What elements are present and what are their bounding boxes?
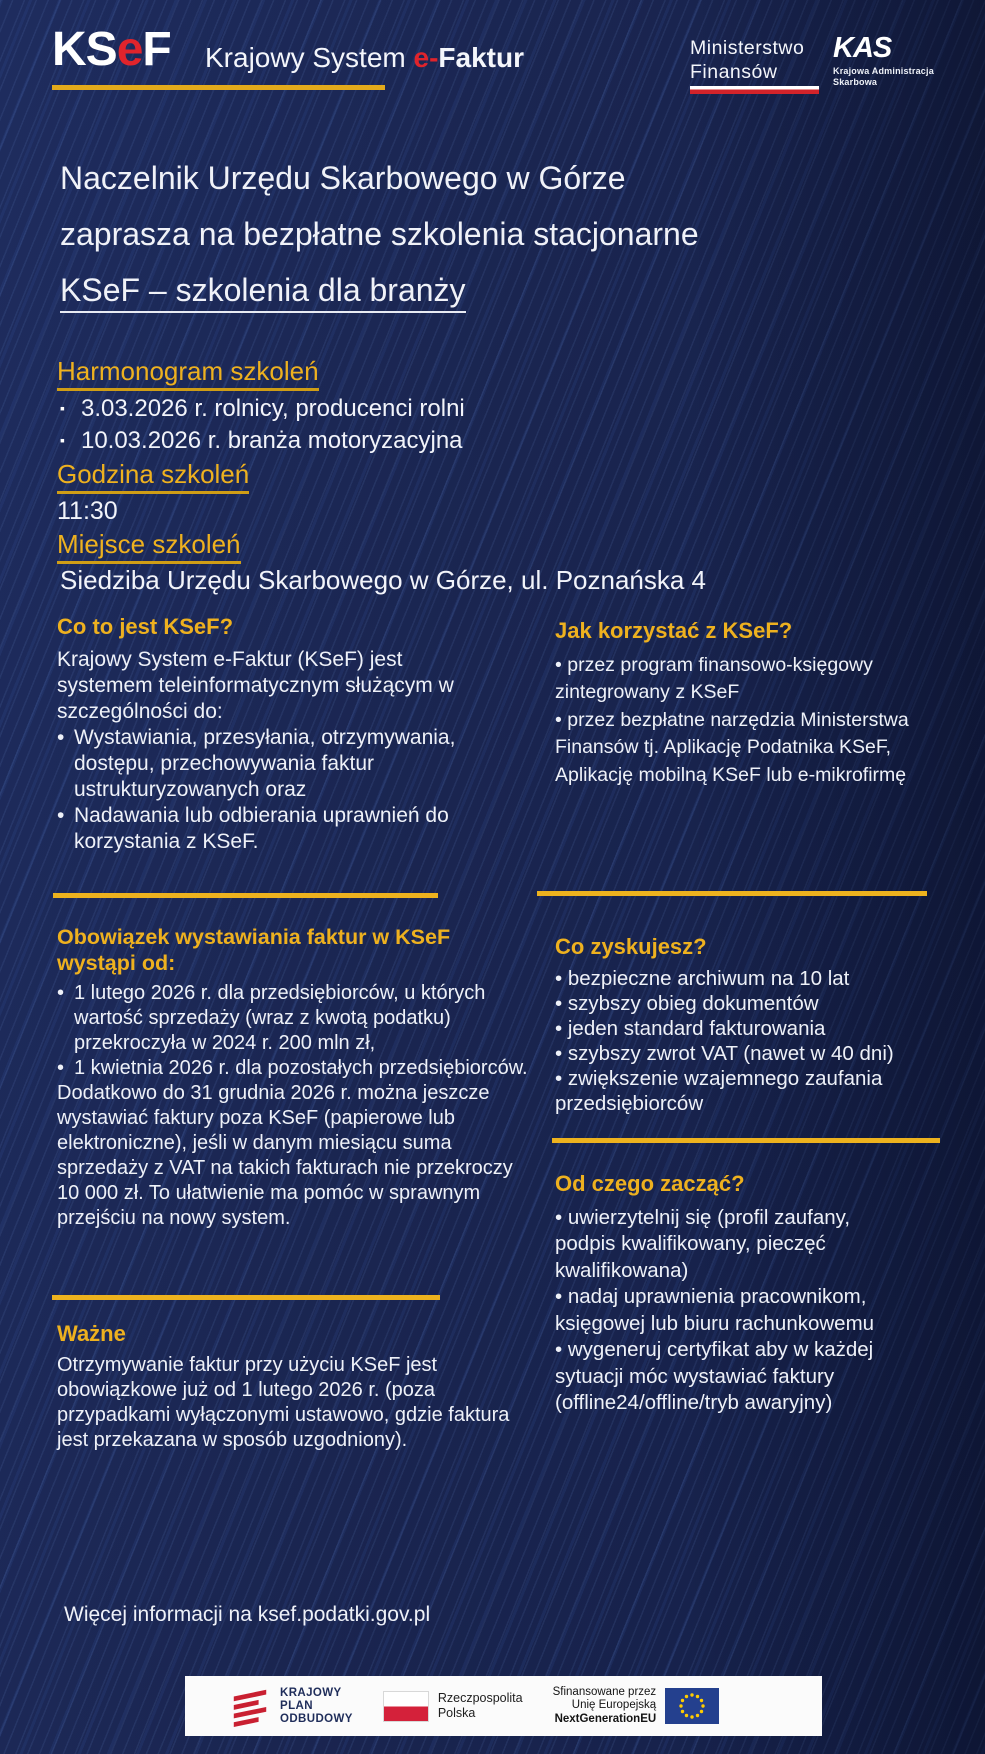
schedule-item: ▪ 10.03.2026 r. branża motoryzacyjna (60, 427, 463, 455)
rp-line: Rzeczpospolita (437, 1691, 523, 1705)
section-heading: Obowiązek wystawiania faktur w KSeF wystąpi od: (57, 925, 451, 975)
schedule-heading-text: Harmonogram szkoleń (57, 356, 319, 391)
time-heading (57, 459, 249, 494)
bullet-item: • zwiększenie wzajemnego zaufania przedsiębiorców (555, 1066, 955, 1116)
republic-of-poland-logo (383, 1691, 523, 1722)
place-heading-text: Miejsce szkoleń (57, 529, 241, 564)
section-heading: Co to jest KSeF? (57, 614, 234, 639)
ksef-logo-subtitle (205, 42, 524, 74)
poland-flag-icon (383, 1691, 429, 1722)
place-value: Siedziba Urzędu Skarbowego w Górze, ul. Poznańska 4 (60, 565, 707, 595)
page-title (60, 150, 699, 318)
schedule-heading (57, 356, 319, 391)
ministry-line2: Finansów (690, 61, 778, 83)
bullet-item: • 1 lutego 2026 r. dla przedsiębiorców, u których wartość sprzedaży (wraz z kwotą podatku) przekroczyła w 2024 r. 200 mln zł, (57, 981, 529, 1056)
title-line3 (60, 262, 699, 318)
section-benefits (555, 934, 955, 1116)
section-heading: Ważne (57, 1321, 126, 1346)
subtitle-normal: Krajowy System (205, 42, 414, 73)
time-heading-text: Godzina szkoleń (57, 459, 249, 494)
section-what-is-ksef (57, 614, 495, 855)
bullet-item: • bezpieczne archiwum na 10 lat (555, 966, 955, 991)
kas-caption-line2: Skarbowa (833, 76, 878, 87)
eu-funding-logo (553, 1686, 720, 1727)
ksef-logo-f: F (142, 23, 171, 76)
section-note: Dodatkowo do 31 grudnia 2026 r. można jeszcze wystawiać faktury poza KSeF (papierowe lub elektroniczne), jeśli w danym miesiącu suma sprzedaży z VAT na takich fakturach nie przekroczy 10 000 zł. To ułatwienie ma pomóc w sprawnym przejściu na nowy system. (57, 1082, 513, 1229)
ministry-flag-bar-icon (690, 86, 819, 94)
bullet-item: • szybszy zwrot VAT (nawet w 40 dni) (555, 1041, 955, 1066)
divider-line (552, 1138, 940, 1143)
section-obligation (57, 924, 529, 1231)
eu-funding-line: NextGenerationEU (554, 1712, 657, 1725)
kpo-line: KRAJOWY (280, 1686, 342, 1699)
eu-funding-line: Sfinansowane przez (552, 1685, 657, 1698)
place-heading (57, 529, 241, 564)
section-getting-started (555, 1171, 900, 1417)
eu-flag-icon (665, 1688, 719, 1724)
ministry-line1: Ministerstwo (690, 37, 805, 59)
divider-line (53, 893, 438, 898)
ksef-logo-underline (52, 85, 385, 90)
title-line3-text: KSeF – szkolenia dla branży (60, 272, 466, 313)
title-line1: Naczelnik Urzędu Skarbowego w Górze (60, 160, 626, 196)
eu-funding-line: Unię Europejską (571, 1699, 657, 1712)
section-intro: Krajowy System e-Faktur (KSeF) jest systemem teleinformatycznym służącym w szczególności do: (57, 648, 454, 723)
rp-text (438, 1691, 523, 1721)
section-body: Otrzymywanie faktur przy użyciu KSeF jest obowiązkowe już od 1 lutego 2026 r. (poza przypadkami wyłączonymi ustawowo, gdzie faktura jest przekazana w sposób uzgodniony). (57, 1354, 510, 1451)
section-important (57, 1321, 515, 1453)
bullet-item: • 1 kwietnia 2026 r. dla pozostałych przedsiębiorców. (57, 1056, 529, 1081)
divider-line (52, 1295, 440, 1300)
more-info-text: Więcej informacji na ksef.podatki.gov.pl (64, 1603, 431, 1626)
ksef-logo-e: e (116, 23, 143, 76)
ksef-logo-ks: KS (52, 23, 117, 76)
section-heading: Od czego zacząć? (555, 1171, 745, 1196)
kpo-icon (229, 1685, 271, 1727)
rp-line: Polska (437, 1706, 476, 1720)
bullet-item: • Nadawania lub odbierania uprawnień do korzystania z KSeF. (57, 803, 495, 855)
section-heading: Co zyskujesz? (555, 934, 707, 959)
bullet-item: • szybszy obieg dokumentów (555, 991, 955, 1016)
partner-logo-bar (185, 1676, 822, 1736)
bullet-item: • przez program finansowo-księgowy zintegrowany z KSeF (555, 652, 947, 707)
bullet-item: • Wystawiania, przesyłania, otrzymywania, dostępu, przechowywania faktur ustrukturyzowanych oraz (57, 725, 495, 803)
divider-line (537, 891, 927, 896)
kpo-line: ODBUDOWY (280, 1712, 353, 1725)
schedule-item: ▪ 3.03.2026 r. rolnicy, producenci rolni (60, 395, 465, 423)
bullet-item: • nadaj uprawnienia pracownikom, księgowej lub biuru rachunkowemu (555, 1284, 900, 1337)
bullet-item: • przez bezpłatne narzędzia Ministerstwa Finansów tj. Aplikację Podatnika KSeF, Aplikację mobilną KSeF lub e-mikrofirmę (555, 707, 947, 790)
ksef-logo (52, 22, 171, 77)
bullet-item: • jeden standard fakturowania (555, 1016, 955, 1041)
kpo-text (280, 1687, 353, 1726)
kas-logo: KAS (833, 32, 892, 64)
bullet-item: • uwierzytelnij się (profil zaufany, podpis kwalifikowany, pieczęć kwalifikowana) (555, 1205, 900, 1285)
kpo-logo (229, 1685, 353, 1727)
ministry-of-finance-logo (690, 36, 804, 84)
title-line2: zaprasza na bezpłatne szkolenia stacjonarne (60, 216, 699, 252)
time-value: 11:30 (57, 497, 118, 525)
kas-caption (833, 66, 934, 87)
section-heading: Jak korzystać z KSeF? (555, 618, 793, 643)
subtitle-bold: Faktur (438, 42, 524, 73)
bullet-item: • wygeneruj certyfikat aby w każdej sytuacji móc wystawiać faktury (offline24/offline/tryb awaryjny) (555, 1337, 900, 1417)
section-how-to-use (555, 617, 947, 789)
subtitle-red: e- (413, 42, 439, 73)
kpo-line: PLAN (280, 1699, 313, 1712)
eu-funding-text (553, 1686, 657, 1727)
kas-caption-line1: Krajowa Administracja (833, 66, 934, 76)
